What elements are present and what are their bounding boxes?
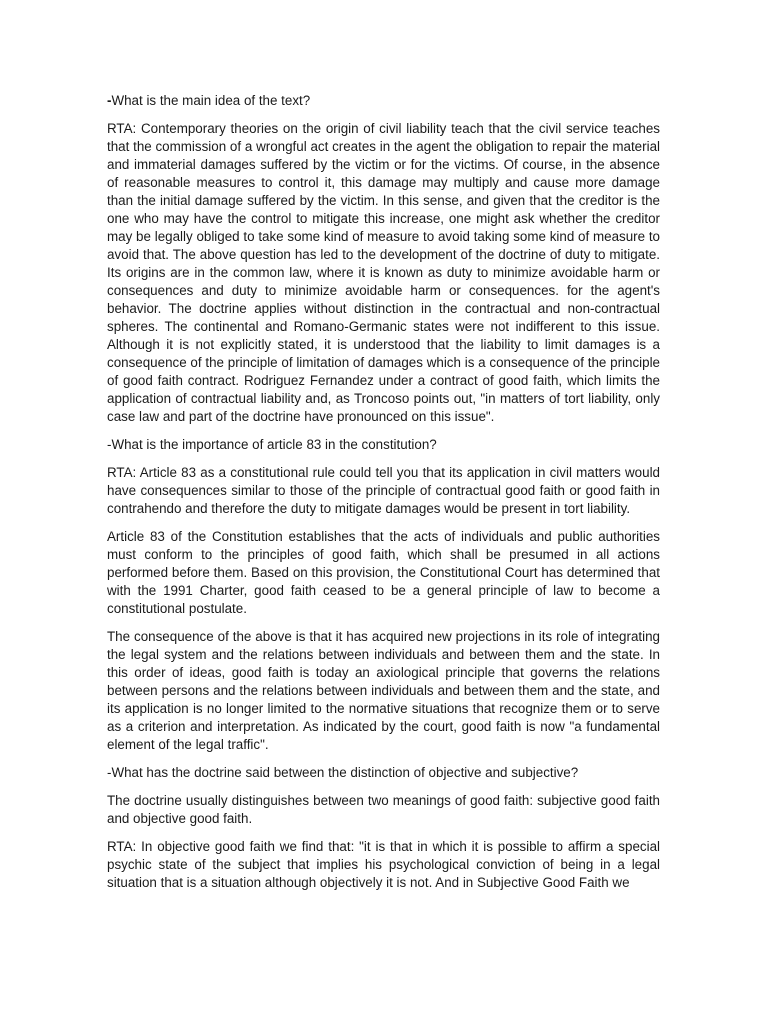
paragraph-consequence: The consequence of the above is that it has acquired new projections in its role of integrating the legal system and the relations between individuals and between them and the state. In this order of ideas, good faith is today an axiological principle that governs the relations between persons and the relations between individuals and between them and the state, and its application is no longer limited to the normative situations that recognize them or to serve as a criterion and interpretation. As indicated by the court, good faith is now "a fundamental element of the legal traffic".: [107, 629, 660, 752]
answer-article-83: RTA: Article 83 as a constitutional rule could tell you that its application in civil matters would have consequences similar to those of the principle of contractual good faith or good faith in contrahendo and therefore the duty to mitigate damages would be present in tort liability.: [107, 465, 660, 516]
document-page: [107, 92, 660, 902]
question-text: What is the main idea of the text?: [111, 93, 311, 108]
answer-objective-good-faith: RTA: In objective good faith we find that: "it is that in which it is possible to affirm a special psychic state of the subject that implies his psychological conviction of being in a legal situation that is a situation although objectively it is not. And in Subjective Good Faith we: [107, 839, 660, 890]
paragraph-doctrine-distinction: The doctrine usually distinguishes between two meanings of good faith: subjective good faith and objective good faith.: [107, 793, 660, 826]
paragraph-article-83-constitution: Article 83 of the Constitution establishes that the acts of individuals and public authorities must conform to the principles of good faith, which shall be presumed in all actions performed before them. Based on this provision, the Constitutional Court has determined that with the 1991 Charter, good faith ceased to be a general principle of law to become a constitutional postulate.: [107, 529, 660, 616]
answer-main-idea: RTA: Contemporary theories on the origin of civil liability teach that the civil service teaches that the commission of a wrongful act creates in the agent the obligation to repair the material and immaterial damages suffered by the victim or for the victims. Of course, in the absence of reasonable measures to control it, this damage may multiply and cause more damage than the initial damage suffered by the victim. In this sense, and given that the creditor is the one who may have the control to mitigate this increase, one might ask whether the creditor may be legally obliged to take some kind of measure to avoid taking some kind of measure to avoid that. The above question has led to the development of the doctrine of duty to mitigate. Its origins are in the common law, where it is known as duty to minimize avoidable harm or consequences and duty to minimize avoidable harm or consequences. for the agent's behavior. The doctrine applies without distinction in the contractual and non-contractual spheres. The continental and Romano-Germanic states were not indifferent to this issue. Although it is not explicitly stated, it is understood that the liability to limit damages is a consequence of the principle of limitation of damages which is a consequence of the principle of good faith contract. Rodriguez Fernandez under a contract of good faith, which limits the application of contractual liability and, as Troncoso points out, "in matters of tort liability, only case law and part of the doctrine have pronounced on this issue".: [107, 121, 660, 424]
question-main-idea: [107, 92, 660, 110]
question-article-83: -What is the importance of article 83 in the constitution?: [107, 437, 437, 452]
question-dash: -: [107, 93, 112, 108]
question-objective-subjective: -What has the doctrine said between the distinction of objective and subjective?: [107, 765, 579, 780]
